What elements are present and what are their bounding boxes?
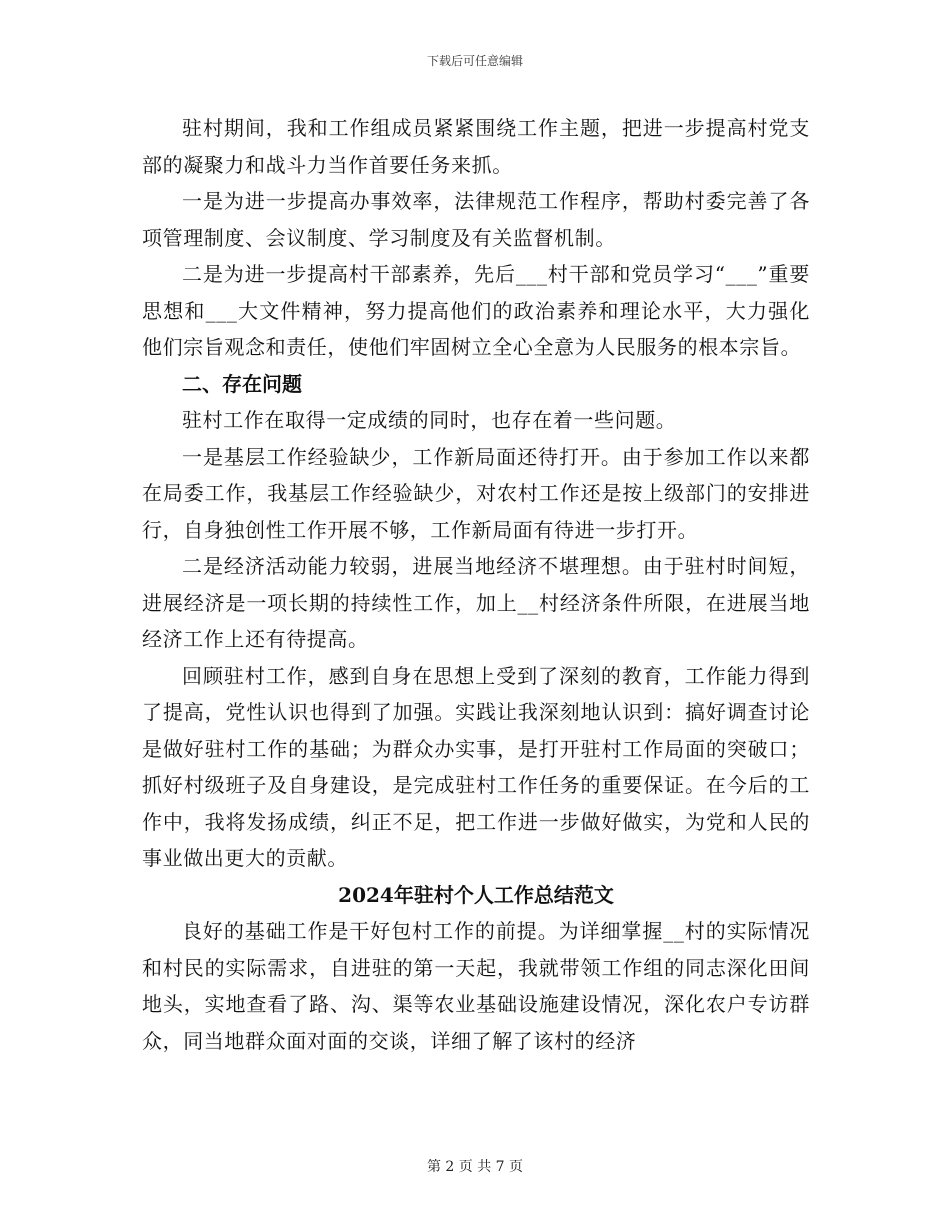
section-heading-problems: 二、存在问题 xyxy=(182,371,302,396)
document-title: 2024年驻村个人工作总结范文 xyxy=(338,882,614,907)
paragraph-problems-intro: 驻村工作在取得一定成绩的同时，也存在着一些问题。 xyxy=(182,408,677,432)
paragraph-experience-lacking: 一是基层工作经验缺少，工作新局面还待打开。由于参加工作以来都在局委工作，我基层工作经验缺少，对农村工作还是按上级部门的安排进行，自身独创性工作开展不够，工作新局面有待进一步打开。 xyxy=(142,444,810,542)
paragraph-efficiency: 一是为进一步提高办事效率，法律规范工作程序，帮助村委完善了各项管理制度、会议制度、学习制度及有关监督机制。 xyxy=(142,189,810,250)
paragraph-economic-weak: 二是经济活动能力较弱，进展当地经济不堪理想。由于驻村时间短，进展经济是一项长期的持续性工作，加上__村经济条件所限，在进展当地经济工作上还有待提高。 xyxy=(142,554,810,651)
page-number: 第 2 页 共 7 页 xyxy=(426,1159,524,1175)
paragraph-review: 回顾驻村工作，感到自身在思想上受到了深刻的教育，工作能力得到了提高，党性认识也得到了加强。实践让我深刻地认识到：搞好调查讨论是做好驻村工作的基础；为群众办实事，是打开驻村工作局面的突破口；抓好村级班子及自身建设，是完成驻村工作任务的重要保证。在今后的工作中，我将发扬成绩，纠正不足，把工作进一步做好做实，为党和人民的事业做出更大的贡献。 xyxy=(142,663,810,870)
page-header-note: 下载后可任意编辑 xyxy=(426,54,523,68)
paragraph-cadre-quality: 二是为进一步提高村干部素养，先后___村干部和党员学习“___”重要思想和___大文件精神，努力提高他们的政治素养和理论水平，大力强化他们宗旨观念和责任，使他们牢固树立全心全意为人民服务的根本宗旨。 xyxy=(142,262,810,359)
document-body xyxy=(142,110,810,1059)
paragraph-foundation-work: 良好的基础工作是干好包村工作的前提。为详细掌握__村的实际情况和村民的实际需求，自进驻的第一天起，我就带领工作组的同志深化田间地头，实地查看了路、沟、渠等农业基础设施建设情况，深化农户专访群众，同当地群众面对面的交谈，详细了解了该村的经济 xyxy=(142,919,810,1053)
paragraph-party-branch: 驻村期间，我和工作组成员紧紧围绕工作主题，把进一步提高村党支部的凝聚力和战斗力当作首要任务来抓。 xyxy=(142,116,810,177)
